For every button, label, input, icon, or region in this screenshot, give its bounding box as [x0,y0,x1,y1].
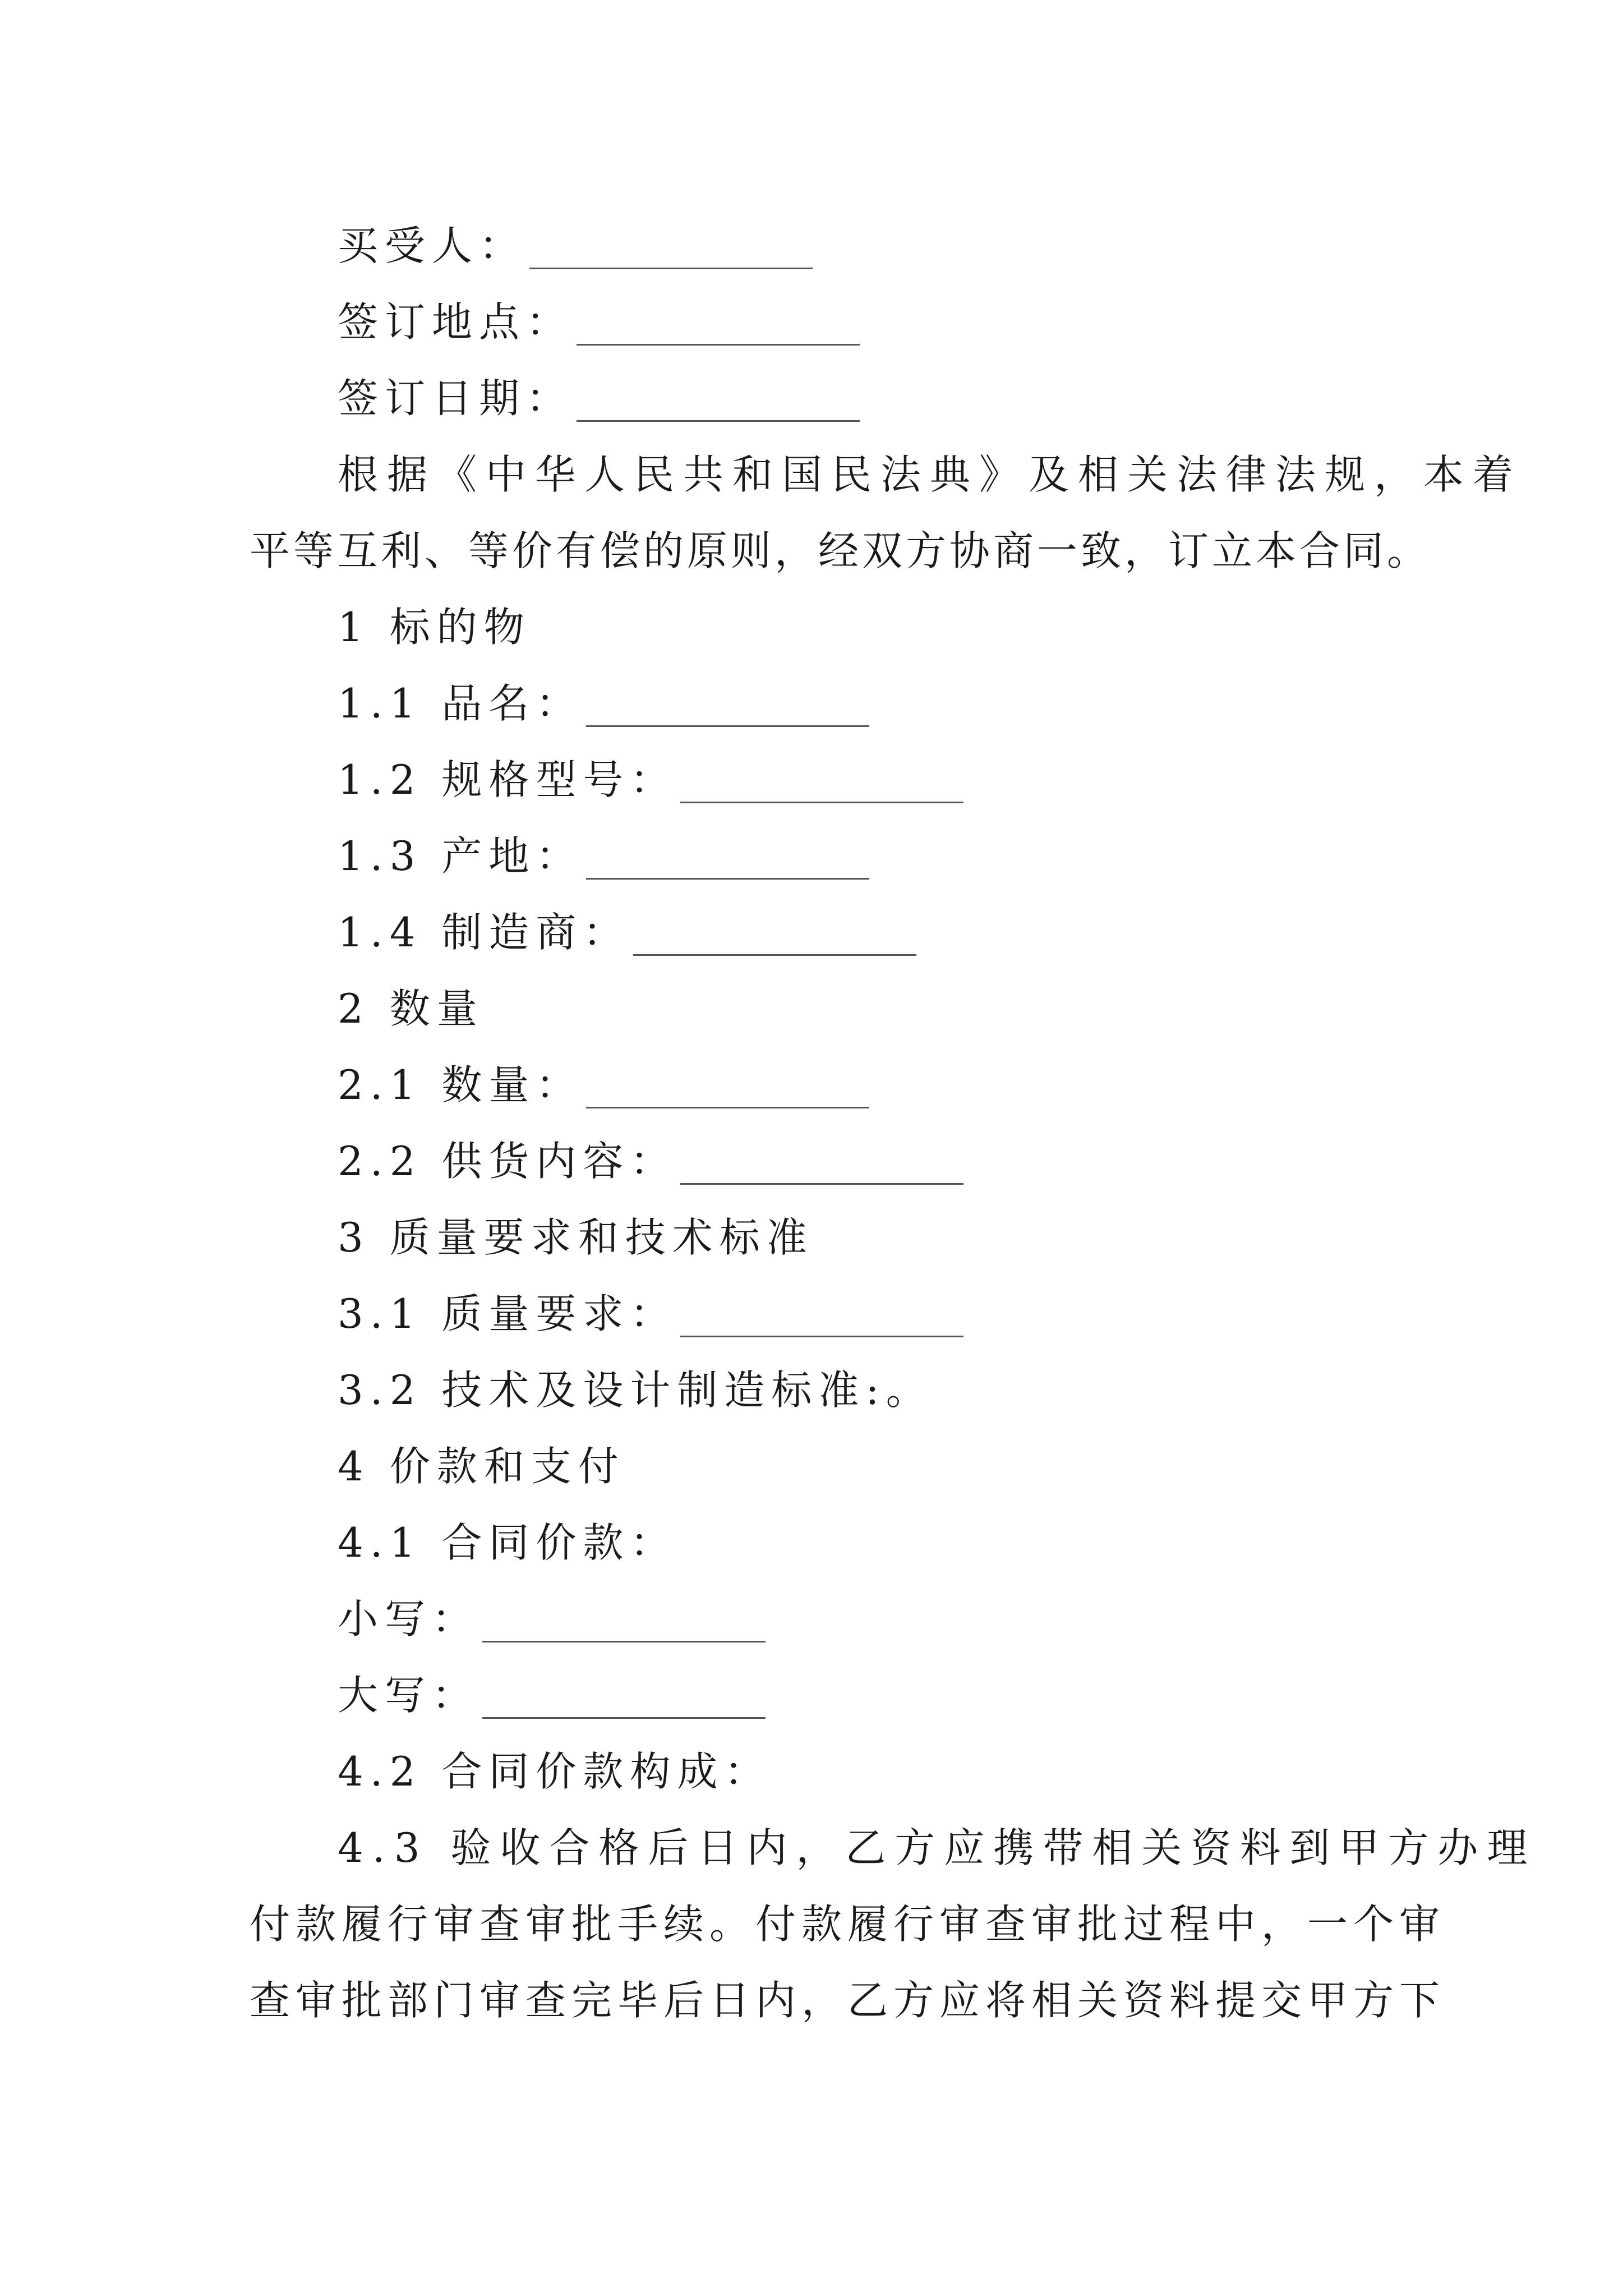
item-3-2-line [338,1356,933,1424]
item-3-1-line [338,1280,963,1347]
section-1-title: 1 标的物 [338,604,531,651]
item-4-3-line-b [250,1890,1445,1958]
item-2-1-line [338,1051,869,1119]
small-amount-line [338,1585,766,1653]
sign-place-line [338,288,860,356]
origin-label: 1.3 产地： [338,832,583,880]
intro-text-1: 根据《中华人民共和国民法典》及相关法律法规，本着 [338,451,1523,498]
big-amount-label: 大写： [338,1672,479,1719]
quantity-label: 2.1 数量： [338,1061,583,1108]
sign-place-label: 签订地点： [338,298,574,346]
payment-text-c: 查审批部门审查完毕后日内，乙方应将相关资料提交甲方下 [250,1977,1446,2024]
buyer-line [338,212,813,279]
manufacturer-blank[interactable] [633,921,916,956]
payment-text-b: 付款履行审查审批手续。付款履行审查审批过程中，一个审 [250,1901,1446,1948]
quality-label: 3.1 质量要求： [338,1290,677,1337]
section-4-title: 4 价款和支付 [338,1443,625,1490]
model-blank[interactable] [680,768,963,803]
intro-line-2 [250,517,1431,585]
section-2-title: 2 数量 [338,985,484,1032]
manufacturer-label: 1.4 制造商： [338,909,630,956]
intro-line-1 [338,441,1522,508]
big-amount-line [338,1662,766,1729]
item-4-1-line [338,1509,677,1576]
item-4-3-line-c [250,1967,1445,2034]
section-3-title: 3 质量要求和技术标准 [338,1214,814,1261]
product-name-blank[interactable] [586,692,869,727]
section-3-heading [338,1204,814,1271]
small-amount-blank[interactable] [482,1607,766,1642]
sign-place-blank[interactable] [577,310,860,346]
price-composition-label: 4.2 合同价款构成： [338,1748,772,1795]
payment-text-a: 4.3 验收合格后日内，乙方应携带相关资料到甲方办理 [338,1824,1537,1871]
item-1-1-line [338,670,869,737]
section-1-heading [338,593,531,661]
supply-content-blank[interactable] [680,1149,963,1185]
sign-date-blank[interactable] [577,386,860,422]
buyer-label: 买受人： [338,222,527,269]
intro-text-2: 平等互利、等价有偿的原则，经双方协商一致，订立本合同。 [250,527,1431,574]
item-2-2-line [338,1128,963,1195]
supply-content-label: 2.2 供货内容： [338,1138,677,1185]
sign-date-line [338,365,860,432]
item-1-2-line [338,746,963,813]
contract-price-label: 4.1 合同价款： [338,1519,677,1566]
model-label: 1.2 规格型号： [338,756,677,803]
buyer-blank[interactable] [529,234,813,269]
sign-date-label: 签订日期： [338,375,574,422]
item-4-2-line [338,1738,771,1805]
tech-standard-text: 3.2 技术及设计制造标准:。 [338,1366,933,1414]
item-1-4-line [338,899,916,966]
item-4-3-line-a [338,1814,1536,1881]
product-name-label: 1.1 品名： [338,680,583,727]
section-4-heading [338,1433,625,1500]
big-amount-blank[interactable] [482,1683,766,1719]
origin-blank[interactable] [586,844,869,880]
quantity-blank[interactable] [586,1073,869,1108]
small-amount-label: 小写： [338,1595,479,1642]
section-2-heading [338,975,484,1042]
item-1-3-line [338,822,869,890]
quality-blank[interactable] [680,1302,963,1337]
